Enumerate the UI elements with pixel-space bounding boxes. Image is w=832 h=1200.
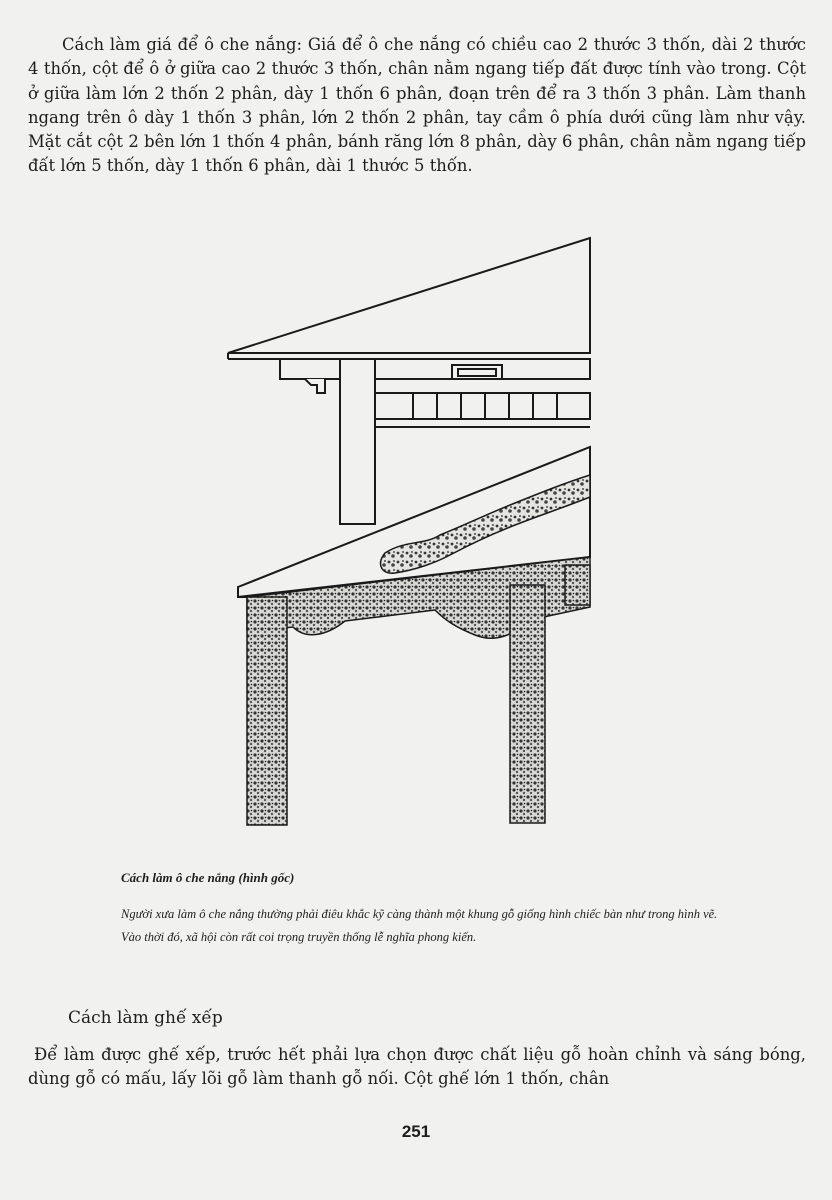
body-paragraph: Để làm được ghế xếp, trước hết phải lựa chọn được chất liệu gỗ hoàn chỉnh và sáng bóng, dùng gỗ có mấu, lấy lõi gỗ làm thanh gỗ nối. Cột ghế lớn 1 thốn, chân	[28, 1045, 806, 1089]
section-heading: Cách làm ghế xếp	[68, 1008, 223, 1028]
table-frame-illustration	[225, 235, 600, 830]
page-number: 251	[401, 1122, 431, 1141]
figure-caption-text: Người xưa làm ô che nắng thường phải điêu khắc kỹ càng thành một khung gỗ giống hình chiếc bàn như trong hình vẽ. Vào thời đó, xã hội còn rất coi trọng truyền thống lễ nghĩa phong kiến.	[121, 907, 718, 944]
figure-caption-title: Cách làm ô che nắng (hình gốc)	[121, 870, 295, 885]
body-paragraph: Cách làm giá để ô che nắng: Giá để ô che nắng có chiều cao 2 thước 3 thốn, dài 2 thước 4 thốn, cột để ô ở giữa cao 2 thước 3 thốn, chân nằm ngang tiếp đất được tính vào trong. Cột ở giữa làm lớn 2 thốn 2 phân, dày 1 thốn 6 phân, đoạn trên để ra 3 thốn 3 phân. Làm thanh ngang trên ô dày 1 thốn 3 phân, lớn 2 thốn 2 phân, tay cầm ô phía dưới cũng làm như vậy. Mặt cắt cột 2 bên lớn 1 thốn 4 phân, bánh răng lớn 8 phân, dày 6 phân, chân nằm ngang tiếp đất lớn 5 thốn, dày 1 thốn 6 phân, dài 1 thước 5 thốn.	[28, 35, 806, 176]
